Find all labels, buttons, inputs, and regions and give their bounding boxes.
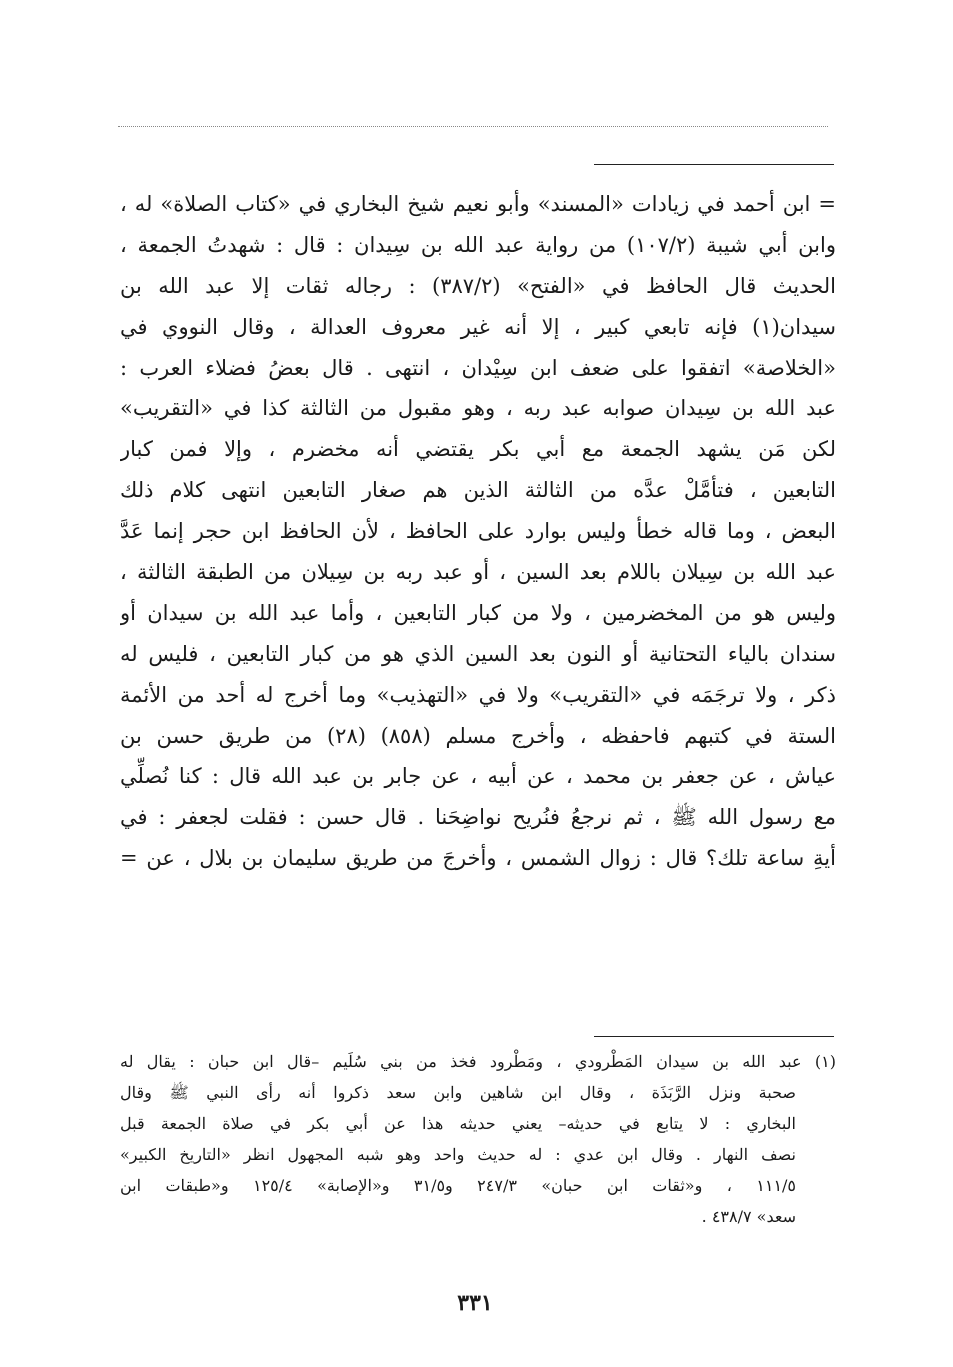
footnote-line: البخاري : لا يتابع في حديثه– يعني حديثه هذا عن أبي بكر في صلاة الجمعة قبل bbox=[120, 1114, 796, 1133]
header-dotted-rule bbox=[118, 126, 828, 127]
text-line: = ابن أحمد في زيادات «المسند» وأبو نعيم شيخ البخاري في «كتاب الصلاة» له ، bbox=[120, 192, 836, 216]
text-line: ذكر ، ولا ترجَمَه في «التقريب» ولا في «التهذيب» وما أخرج له أحد من الأئمة bbox=[120, 682, 836, 707]
footnote-line: صحبة ونزل الرَّبَذَة ، وقال ابن شاهين وابن سعد ذكروا أنه رأى النبي ﷺ وقال bbox=[120, 1083, 796, 1102]
text-line: الحديث قال الحافظ في «الفتح» (٣٨٧/٢) : رجاله ثقات إلا عبد الله بن bbox=[120, 273, 836, 298]
text-line: لكن مَن يشهد الجمعة مع أبي بكر يقتضي أنه مخضرم ، وإلا فمن كبار bbox=[120, 437, 836, 462]
text-line: وابن أبي شيبة (١٠٧/٢) من رواية عبد الله بن سِيدان : قال : شهدتُ الجمعة ، bbox=[120, 232, 836, 257]
text-line: «الخلاصة» اتفقوا على ضعف ابن سِيْدان ، انتهى . قال بعضُ فضلاء العرب : bbox=[120, 355, 836, 380]
continuation-rule bbox=[594, 164, 834, 165]
footnote-rule bbox=[594, 1036, 834, 1037]
page-number: ٣٣١ bbox=[457, 1290, 493, 1316]
text-line: التابعين ، فتأمَّلْ عدَّه من الثالثة الذين هم صغار التابعين انتهى كلام ذلك bbox=[120, 478, 836, 503]
text-line: سندان بالياء التحتانية أو النون بعد السين الذي هو من كبار التابعين ، فليس له bbox=[120, 641, 836, 666]
text-line: أيةِ ساعة تلك؟ قال : زوال الشمس ، وأخرجَ من طريق سليمان بن بلال ، عن = bbox=[120, 846, 836, 871]
text-line: سيدان(١) فإنه تابعي كبير ، إلا أنه غير معروف العدالة ، وقال النووي في bbox=[120, 314, 836, 339]
text-line: الستة في كتبهم فاحفظه ، وأخرج مسلم (٨٥٨) (٢٨) من طريق حسن بن bbox=[120, 723, 836, 748]
main-text-block bbox=[120, 184, 836, 879]
text-line: وليس هو من المخضرمين ، ولا من كبار التابعين ، وأما عبد الله بن سيدان أو bbox=[120, 600, 836, 625]
text-line: البعض ، وما قاله خطأ وليس بوارد على الحافظ ، لأن الحافظ ابن حجر إنما عَدَّ bbox=[120, 519, 836, 544]
footnote-line: سعد» ٤٣٨/٧ . bbox=[701, 1207, 796, 1226]
footnote-line: ١١١/٥ ، و«ثقات ابن حبان» ٢٤٧/٣ و٣١/٥ و«الإصابة» ١٢٥/٤ و«طبقات ابن bbox=[120, 1176, 797, 1195]
footnote-line: نصف النهار . وقال ابن عدي : له حديث واحد وهو شبه المجهول انظر «التاريخ الكبير» bbox=[120, 1145, 796, 1164]
footnote-block bbox=[120, 1046, 836, 1232]
footnote-line: (١) عبد الله بن سيدان المَطْرودي ، ومَطْرود فخذ من بني سُلَيم –قال ابن حبان : يقال له bbox=[120, 1052, 836, 1071]
text-line: مع رسول الله ﷺ ، ثم نرجعُ فنُريح نواضِحَنا . قال حسن : فقلت لجعفر : في bbox=[120, 805, 836, 830]
text-line: عياش ، عن جعفر بن محمد ، عن أبيه ، عن جابر بن عبد الله قال : كنا نُصلِّي bbox=[120, 764, 836, 789]
text-line: عبد الله بن سِيدان صوابه عبد ربه ، وهو مقبول من الثالثة كذا في «التقريب» bbox=[120, 396, 836, 421]
text-line: عبد الله بن سِيلان باللام بعد السين ، أو عبد ربه بن سِيلان من الطبقة الثالثة ، bbox=[120, 560, 836, 585]
